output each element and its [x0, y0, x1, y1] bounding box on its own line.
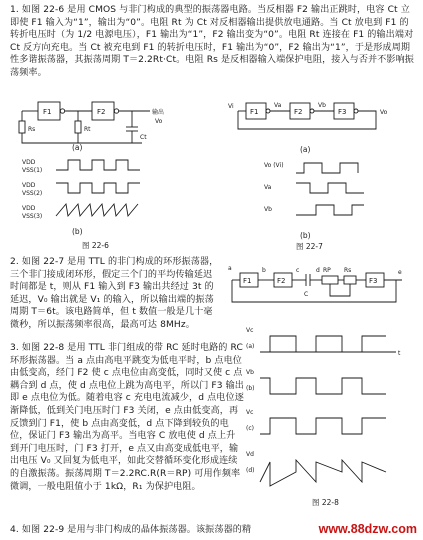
- label-a: a: [228, 265, 232, 272]
- label-vi: Vi: [228, 103, 234, 110]
- wave-label-228-d: Vd: [246, 451, 254, 458]
- figure-22-8-circuit: [226, 262, 416, 314]
- paragraph-2: 2. 如图 22-7 是用 TTL 的非门构成的环形振荡器，三个非门接成闭环形，假定三个门的平均传输延迟时间都是 t，则从 F1 输入到 F3 输出共经过 3t 的延迟，V₀ 输出就是 V₁ 的输入，所以输出端的振荡周期 T＝6t。该电路简单，但 t 数值一般是几十毫微秒，所以振荡频率很高，最高可达 8MHz。: [10, 257, 219, 330]
- wave-label-vdd-1: VDD: [22, 159, 36, 166]
- label-vo-226: Vo: [155, 118, 163, 125]
- figure-22-6-waveforms: [20, 156, 165, 226]
- label-cap-c: C: [304, 291, 309, 298]
- paragraph-1: 1. 如图 22-6 是用 CMOS 与非门构成的典型的振荡器电路。当反相器 F2 输出正跳时，电容 Ct 立即使 F1 输入为“1”，输出为“0”。电阻 Rt 为 Ct 对反相器输出提供放电通路。当 Ct 放电到 F1 的转折电压时（为 1/2 电源电压），F1 输出为“1”，F2 输出变为“0”。电阻 Rt 连接在 F1 的输出端对 Ct 反方向充电。当 Ct 被充电到 F1 的转折电压时，F1 输出为“0”，F2 输出为“1”，于是形成周期性多谐振荡器，其振荡周期 T＝2.2Rt·Ct。电阻 Rs 是反相器输入端保护电阻，接入与否并不影响振荡频率。: [10, 5, 415, 78]
- label-f1-228: F1: [243, 277, 252, 285]
- label-rt: Rt: [84, 126, 91, 133]
- wave-sub-d: (d): [246, 467, 255, 474]
- label-f3-228: F3: [369, 277, 378, 285]
- site-watermark: www.88dzw.com: [318, 522, 417, 536]
- wave-label-228-a: Vc: [246, 327, 254, 334]
- label-f3-227: F3: [338, 108, 347, 116]
- wave-label-va: Va: [264, 184, 272, 191]
- fig227-sub-a: (a): [300, 145, 311, 154]
- wave-label-vss-3: VSS(3): [22, 213, 43, 220]
- label-out: 输出: [152, 109, 165, 116]
- waveform-1: [56, 160, 140, 170]
- figure-22-7-circuit: [226, 91, 414, 145]
- paragraph-4: 4. 如图 22-9 是用与非门构成的晶体振荡器。该振荡器的精: [10, 525, 252, 535]
- label-c: c: [296, 267, 300, 274]
- figure-22-8-waveforms: [246, 322, 416, 498]
- label-ct: Ct: [140, 134, 147, 141]
- wave-label-vo-227: Vo (Vi): [264, 162, 284, 169]
- wave-label-vb: Vb: [264, 206, 272, 213]
- waveform-3: [56, 204, 138, 216]
- wave-label-228-b: Vb: [246, 369, 254, 376]
- waveform-228-a: [260, 336, 386, 352]
- label-vo-227: Vo: [380, 109, 388, 116]
- resistor-rt: [75, 121, 81, 133]
- wave-sub-a: (a): [246, 343, 255, 350]
- wave-label-228-c: Vc: [246, 409, 254, 416]
- fig226-sub-b: (b): [72, 227, 83, 236]
- label-d: d: [316, 267, 320, 274]
- resistor-rs-228: [344, 276, 356, 284]
- resistor-rs: [19, 121, 25, 133]
- fig226-caption: 图 22-6: [82, 241, 109, 250]
- fig228-caption: 图 22-8: [312, 498, 339, 507]
- label-f1-227: F1: [250, 108, 259, 116]
- wave-sub-b: (b): [246, 385, 255, 392]
- label-e: e: [398, 269, 402, 276]
- waveform-228-c: [260, 418, 386, 434]
- waveform-vo: [296, 163, 358, 173]
- wave-label-vdd-3: VDD: [22, 205, 36, 212]
- label-f2: F2: [97, 108, 106, 116]
- wave-label-vss-1: VSS(1): [22, 167, 43, 174]
- fig227-sub-b: (b): [300, 231, 311, 240]
- label-rs: Rs: [28, 126, 36, 133]
- label-rs-228: Rs: [344, 267, 352, 274]
- figure-22-7-waveforms: [264, 157, 374, 229]
- waveform-vb: [296, 205, 364, 215]
- waveform-2: [56, 183, 140, 193]
- label-b: b: [262, 267, 266, 274]
- waveform-228-b: [260, 378, 386, 394]
- wave-label-vdd-2: VDD: [22, 182, 36, 189]
- label-va: Va: [274, 102, 282, 109]
- wave-label-vss-2: VSS(2): [22, 190, 43, 197]
- label-f2-228: F2: [277, 277, 286, 285]
- waveform-228-d: [260, 460, 386, 486]
- label-vb: Vb: [318, 102, 326, 109]
- paragraph-3: 3. 如图 22-8 是用 TTL 非门组成的带 RC 延时电路的 RC 环形振荡器。当 a 点由高电平跳变为低电平时，b 点电位由低变高，经门 F2 使 c 点电位由高变低，同时又使 c 点耦合到 d 点，使 d 点电位上跳为高电平，所以门 F3 输出即 e 点电位为低。随着电容 c 充电电流减少，d 点电位逐渐降低，低到关门电压时门 F3 关闭，e 点由低变高，再反馈到门 F1，使 b 点由高变低，d 点下降到较负的电位，保证门 F3 输出为高平。当电容 C 放电使 d 点上升到开门电压时，门 F3 打开，e 点又由高变成低电平，输出电压 V₀ 又回复为低电平，如此交替循环变化形成连续的自激振荡。振荡周期 T＝2.2RC.R(R＝RP) 可用作频率微调，一般电阻值小于 1kΩ，R₁ 为保护电阻。: [10, 343, 244, 492]
- label-f2-227: F2: [294, 108, 303, 116]
- resistor-rp: [322, 276, 338, 284]
- waveform-va: [296, 183, 364, 193]
- wave-sub-c: (c): [246, 425, 254, 432]
- label-rp: RP: [323, 267, 331, 274]
- fig227-caption: 图 22-7: [296, 242, 323, 251]
- label-f1: F1: [43, 108, 52, 116]
- figure-22-6-circuit: [12, 91, 172, 153]
- fig226-sub-a: (a): [72, 143, 83, 152]
- label-t: t: [398, 350, 401, 357]
